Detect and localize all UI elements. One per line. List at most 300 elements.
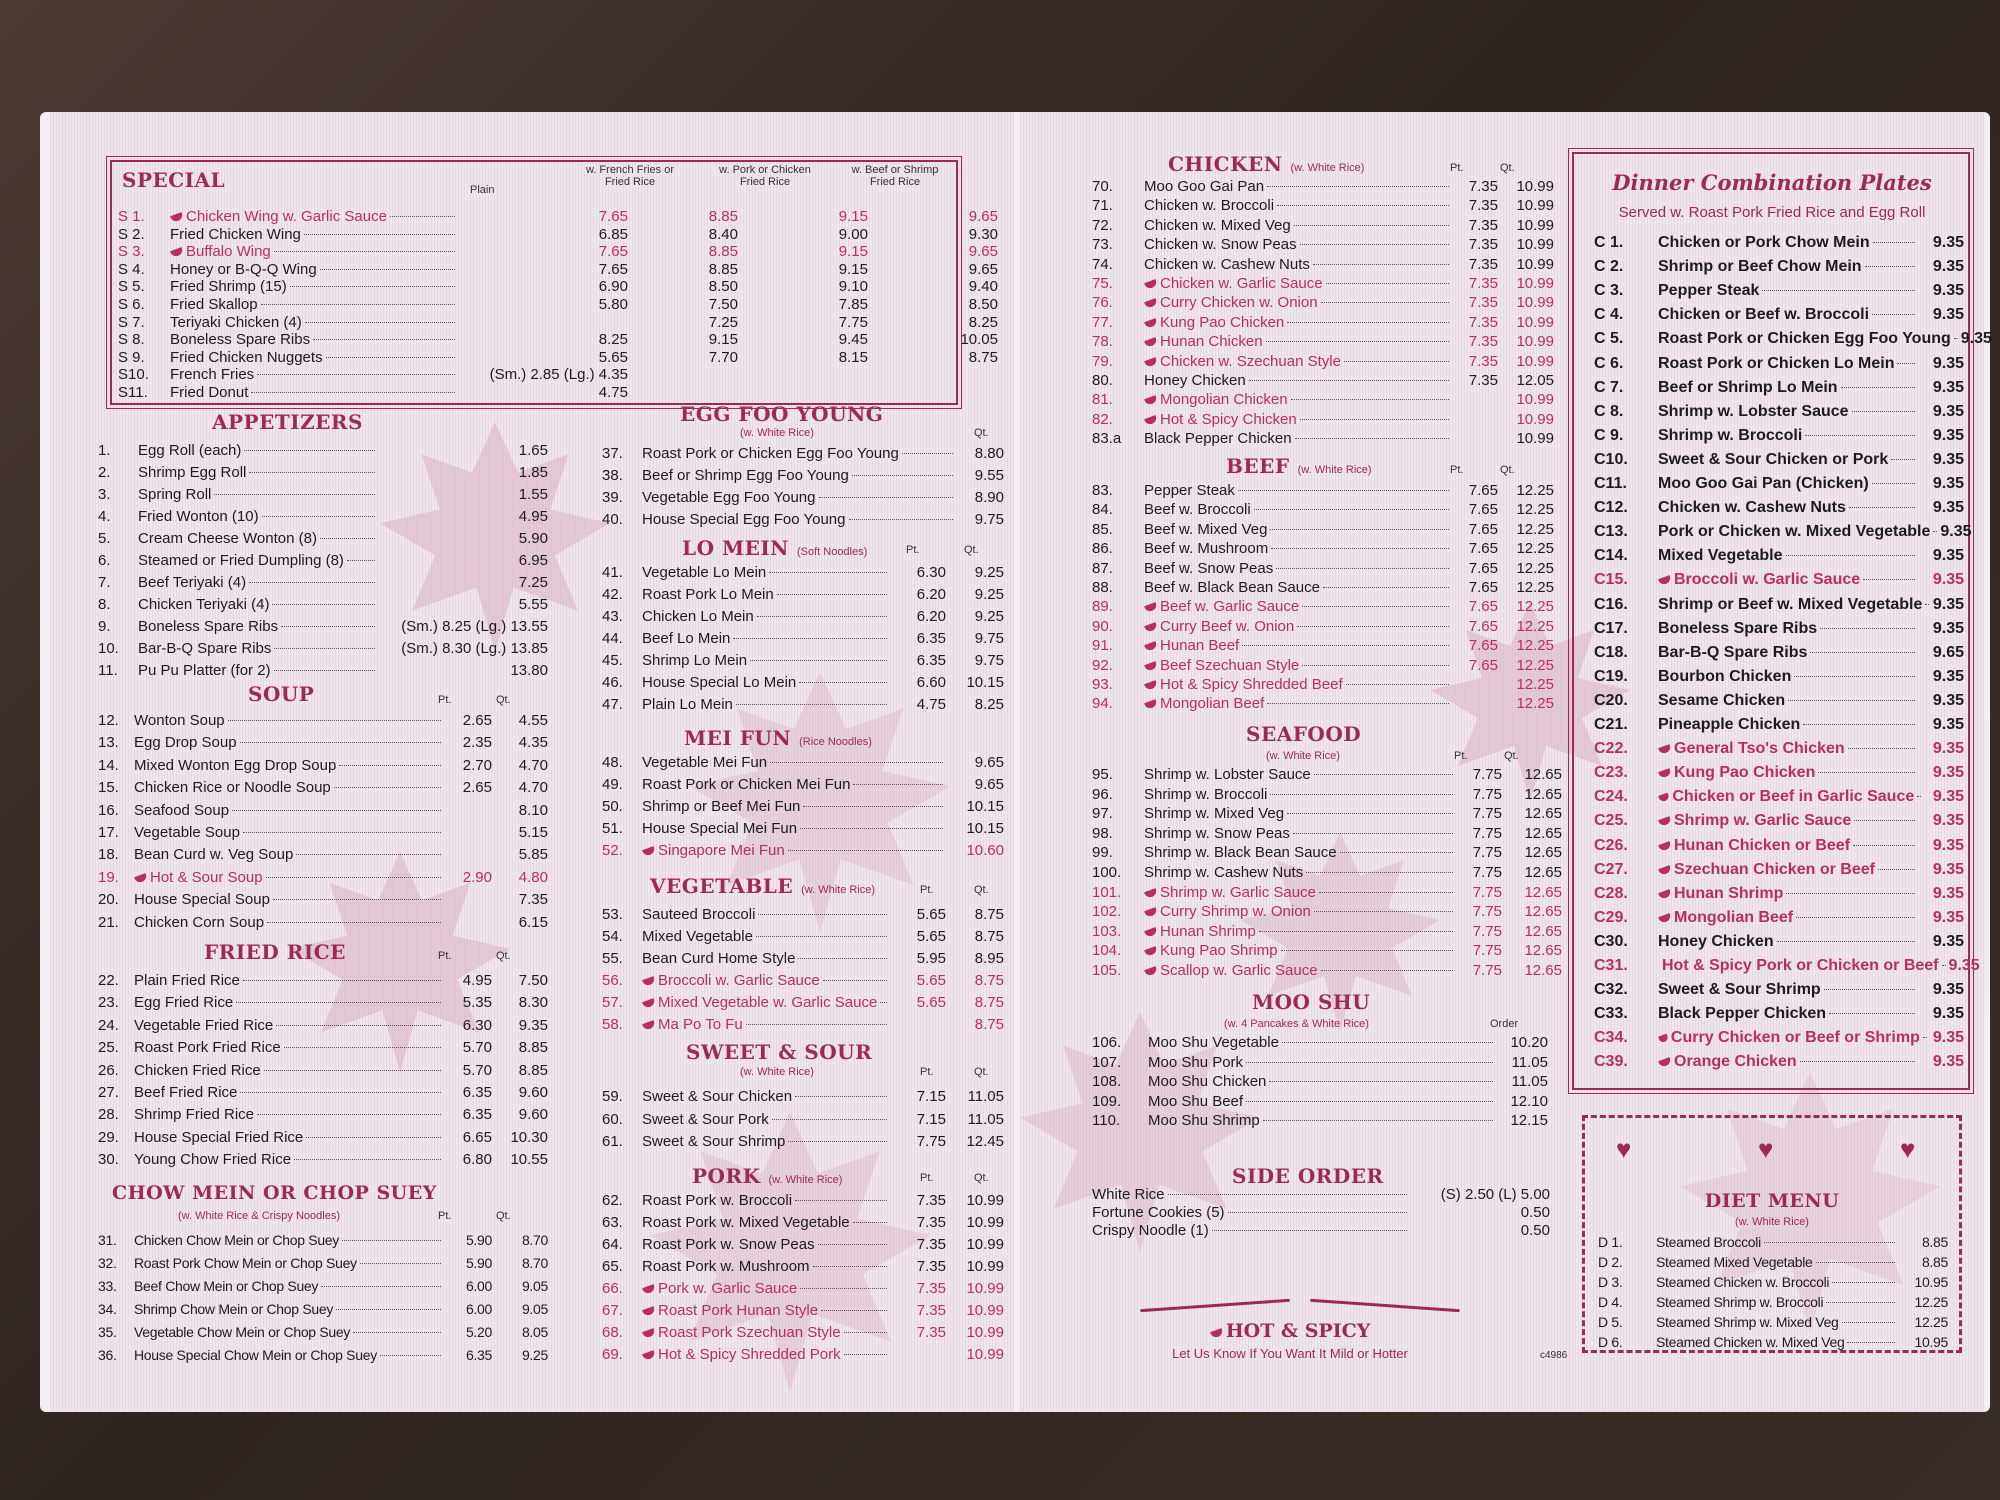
chicken-qt-header: Qt. xyxy=(1500,162,1515,174)
item-number: 56. xyxy=(602,972,623,989)
item-price: 9.35 xyxy=(1932,475,1964,492)
item-number: S11. xyxy=(118,384,148,401)
item-name: Honey or B-Q-Q Wing xyxy=(170,260,317,278)
combination-item xyxy=(1594,933,1964,957)
item-price: 9.35 xyxy=(1948,957,1980,974)
item-name: Steamed Chicken w. Broccoli xyxy=(1656,1274,1830,1290)
item-price-qt: 12.25 xyxy=(1516,676,1554,693)
dot-leader xyxy=(1818,772,1915,773)
dot-leader xyxy=(232,810,441,811)
dot-leader xyxy=(803,806,943,807)
item-price-pt: 7.35 xyxy=(1468,255,1498,273)
item-name: Steamed Shrimp w. Broccoli xyxy=(1656,1294,1824,1310)
item-price-p2: 8.85 xyxy=(708,260,738,278)
item-number: 94. xyxy=(1092,695,1113,713)
item-number: 34. xyxy=(98,1301,117,1317)
item-price-pt: 7.75 xyxy=(1472,766,1502,783)
item-price-p3: 9.45 xyxy=(838,331,868,349)
dot-leader xyxy=(1295,438,1449,439)
item-name: Cream Cheese Wonton (8) xyxy=(138,530,317,547)
item-number: S 7. xyxy=(118,313,145,331)
item-number: C17. xyxy=(1594,619,1628,637)
lo-mein-subtitle: (Soft Noodles) xyxy=(796,546,868,558)
item-number: 5. xyxy=(98,530,111,547)
diet-menu-title: DIET MENU xyxy=(1704,1190,1840,1212)
item-number: 103. xyxy=(1092,922,1122,940)
hot-pepper-icon xyxy=(642,998,656,1009)
menu-right-page xyxy=(1020,112,1992,1412)
item-name: Black Pepper Chicken xyxy=(1144,430,1292,448)
item-price-qt: 4.80 xyxy=(518,868,548,886)
item-name: Shrimp w. Cashew Nuts xyxy=(1144,864,1304,881)
item-price-p3: 9.15 xyxy=(838,260,868,278)
item-name: Roast Pork Lo Mein xyxy=(642,586,774,603)
item-name: House Special Lo Mein xyxy=(642,674,797,691)
seafood-item xyxy=(1092,825,1562,846)
dot-leader xyxy=(1891,459,1915,460)
vegetable-item xyxy=(602,906,1004,927)
soup-item xyxy=(98,712,548,733)
dot-leader xyxy=(1872,483,1915,484)
special-col-beef: w. Beef or Shrimp Fried Rice xyxy=(851,164,939,188)
combination-item xyxy=(1594,812,1964,836)
item-name: Shrimp or Beef Mei Fun xyxy=(642,798,801,815)
dot-leader xyxy=(1314,774,1453,775)
item-name: Roast Pork w. Mushroom xyxy=(642,1258,810,1275)
item-number: C16. xyxy=(1594,595,1628,613)
item-price-qt: 10.99 xyxy=(966,1346,1004,1363)
item-name: Sweet & Sour Shrimp xyxy=(642,1133,786,1150)
fried-rice-title: FRIED RICE xyxy=(204,940,346,964)
heart-figure-icon: ♥ xyxy=(1900,1134,1916,1164)
item-price-p3: 9.15 xyxy=(838,243,868,261)
item-name: Fried Skallop xyxy=(170,296,258,313)
dot-leader xyxy=(257,374,455,375)
item-number: 86. xyxy=(1092,540,1113,558)
item-name: Roast Pork w. Broccoli xyxy=(642,1192,793,1209)
item-number: 81. xyxy=(1092,391,1113,409)
item-name: Ma Po To Fu xyxy=(658,1016,743,1033)
hot-pepper-icon xyxy=(1144,299,1158,310)
item-number: 37. xyxy=(602,445,623,462)
item-number: C 1. xyxy=(1594,234,1624,251)
item-price-qt: 8.75 xyxy=(974,994,1004,1011)
dot-leader xyxy=(353,1332,441,1333)
item-price-qt: 8.70 xyxy=(521,1232,548,1248)
item-price-price: 12.25 xyxy=(1914,1314,1948,1330)
menu-left-page xyxy=(50,112,1014,1412)
vegetable-item xyxy=(602,1016,1004,1037)
item-number: 102. xyxy=(1092,903,1122,921)
item-name: Sauteed Broccoli xyxy=(642,906,756,923)
dot-leader xyxy=(336,1309,441,1310)
dot-leader xyxy=(1805,435,1915,436)
item-price: 9.35 xyxy=(1932,1005,1964,1023)
combination-item xyxy=(1594,861,1964,885)
dot-leader xyxy=(733,638,887,639)
dot-leader xyxy=(1762,290,1915,291)
dot-leader xyxy=(800,1288,887,1289)
dot-leader xyxy=(799,682,887,683)
item-price-qt: 12.25 xyxy=(1516,656,1554,674)
moo-shu-item xyxy=(1092,1073,1548,1094)
dot-leader xyxy=(1266,341,1449,342)
dot-leader xyxy=(819,497,954,498)
item-name: Vegetable Soup xyxy=(134,824,240,841)
item-number: 66. xyxy=(602,1280,623,1297)
item-name: Pork or Chicken w. Mixed Vegetable xyxy=(1658,523,1931,541)
seafood-item xyxy=(1092,923,1562,944)
lo-mein-heading xyxy=(682,536,867,560)
vegetable-subtitle: (w. White Rice) xyxy=(801,884,876,896)
diet-item xyxy=(1598,1274,1948,1295)
item-price-pt: 6.35 xyxy=(462,1106,492,1124)
dot-leader xyxy=(1925,604,1929,605)
vegetable-item xyxy=(602,928,1004,949)
seafood-item xyxy=(1092,864,1562,885)
item-price-qt: 9.35 xyxy=(518,1016,548,1034)
dot-leader xyxy=(795,1096,887,1097)
item-name: Shrimp Egg Roll xyxy=(138,464,247,481)
item-name: Chicken or Pork Chow Mein xyxy=(1658,234,1870,251)
pork-subtitle: (w. White Rice) xyxy=(768,1174,843,1186)
item-number: 63. xyxy=(602,1214,623,1231)
item-name: Pepper Steak xyxy=(1144,482,1235,499)
item-name: Pineapple Chicken xyxy=(1658,716,1801,733)
item-price-price: 9.65 xyxy=(974,776,1004,793)
item-price-p3: 7.75 xyxy=(838,313,868,331)
item-price-qt: 9.60 xyxy=(518,1106,548,1124)
lo-mein-item xyxy=(602,652,1004,673)
combination-item xyxy=(1594,355,1964,379)
dot-leader xyxy=(795,1200,887,1201)
item-name: Fried Chicken Wing xyxy=(170,225,301,243)
item-name: Sweet & Sour Pork xyxy=(642,1110,769,1128)
item-price-qt: 12.25 xyxy=(1516,482,1554,499)
item-name: Beef w. Black Bean Sauce xyxy=(1144,579,1320,596)
item-number: C24. xyxy=(1594,788,1628,806)
hot-pepper-icon xyxy=(1658,817,1672,828)
item-name: Boneless Spare Ribs xyxy=(1658,619,1818,637)
item-price-qt: 8.05 xyxy=(521,1324,548,1340)
dot-leader xyxy=(274,670,375,671)
item-number: C39. xyxy=(1594,1053,1628,1071)
item-number: 51. xyxy=(602,820,623,837)
item-price-pt: 7.75 xyxy=(1472,922,1502,940)
item-price-pt: 7.75 xyxy=(1472,864,1502,881)
item-name: Steamed or Fried Dumpling (8) xyxy=(138,552,344,569)
item-name: Hunan Chicken or Beef xyxy=(1674,836,1851,854)
dot-leader xyxy=(262,516,375,517)
fried-rice-item xyxy=(98,1129,548,1150)
item-name: Roast Pork Szechuan Style xyxy=(658,1324,841,1341)
item-price-pt: 6.80 xyxy=(462,1151,492,1169)
item-number: C23. xyxy=(1594,764,1628,782)
item-name: Beef Teriyaki (4) xyxy=(138,574,247,591)
item-number: C15. xyxy=(1594,571,1628,589)
combination-item xyxy=(1594,306,1964,330)
item-name: Sweet & Sour Chicken xyxy=(642,1088,793,1105)
diet-item xyxy=(1598,1314,1948,1335)
item-price-pt: 5.65 xyxy=(916,972,946,989)
chow-mein-title: CHOW MEIN OR CHOP SUEY xyxy=(112,1182,437,1204)
item-price-qt: 10.99 xyxy=(1516,236,1554,254)
item-price: 9.35 xyxy=(1932,402,1964,420)
combination-subtitle: Served w. Roast Pork Fried Rice and Egg Roll xyxy=(1618,204,1926,221)
item-price-pt: 2.65 xyxy=(462,779,492,797)
item-number: 62. xyxy=(602,1192,623,1209)
beef-item xyxy=(1092,521,1554,542)
hot-pepper-icon xyxy=(642,976,656,987)
dot-leader xyxy=(320,269,455,270)
dot-leader xyxy=(320,538,375,539)
item-price: 9.35 xyxy=(1932,499,1964,517)
dot-leader xyxy=(1794,676,1915,677)
pork-item xyxy=(602,1258,1004,1279)
dot-leader xyxy=(823,980,887,981)
dot-leader xyxy=(240,1092,441,1093)
item-name: Kung Pao Chicken xyxy=(1160,313,1285,331)
item-number: 49. xyxy=(602,776,623,793)
item-price-p1: 7.65 xyxy=(598,243,628,261)
dot-leader xyxy=(1863,579,1915,580)
combination-item xyxy=(1594,909,1964,933)
dot-leader xyxy=(1168,1194,1407,1195)
item-price-pt: 7.35 xyxy=(916,1302,946,1319)
combination-item xyxy=(1594,1005,1964,1029)
hot-pepper-icon xyxy=(1658,1034,1669,1044)
item-name: Orange Chicken xyxy=(1674,1053,1797,1071)
dot-leader xyxy=(1777,941,1915,942)
item-number: D 2. xyxy=(1598,1254,1623,1270)
item-price-pt: 7.35 xyxy=(916,1258,946,1275)
dot-leader xyxy=(1872,314,1915,315)
hot-pepper-icon xyxy=(1658,576,1672,587)
item-price-pt: 2.70 xyxy=(462,756,492,774)
item-price-price: 7.25 xyxy=(518,574,548,591)
moo-shu-title: MOO SHU xyxy=(1252,990,1371,1014)
fried-rice-item xyxy=(98,1039,548,1060)
item-price-pt: 7.35 xyxy=(916,1236,946,1253)
item-price-price: 9.55 xyxy=(974,467,1004,484)
dot-leader xyxy=(1314,911,1453,912)
dot-leader xyxy=(772,1119,887,1120)
item-price-pt: 7.75 xyxy=(916,1133,946,1150)
item-price-pt: 7.35 xyxy=(1468,313,1498,331)
item-price-price: (Sm.) 8.30 (Lg.) 13.85 xyxy=(401,640,548,657)
item-price-p1: 8.25 xyxy=(598,331,628,349)
item-name: Vegetable Lo Mein xyxy=(642,564,767,581)
item-number: C 8. xyxy=(1594,402,1624,420)
special-col-pork: w. Pork or Chicken Fried Rice xyxy=(719,164,811,188)
seafood-item xyxy=(1092,786,1562,807)
dot-leader xyxy=(1786,893,1915,894)
item-number: 29. xyxy=(98,1128,119,1146)
item-number: 39. xyxy=(602,489,623,506)
item-name: House Special Chow Mein or Chop Suey xyxy=(134,1347,377,1363)
dot-leader xyxy=(821,1310,887,1311)
item-price: 9.35 xyxy=(1932,1029,1964,1047)
item-price-p4: 9.30 xyxy=(968,225,998,243)
combination-item xyxy=(1594,258,1964,282)
item-name: Plain Lo Mein xyxy=(642,696,733,713)
pork-heading xyxy=(692,1164,842,1188)
egg-foo-young-item xyxy=(602,445,1004,466)
mei-fun-heading xyxy=(684,726,872,750)
item-price-qt: 9.75 xyxy=(974,630,1004,647)
item-price-pt: 7.75 xyxy=(1472,962,1502,979)
item-number: 89. xyxy=(1092,598,1113,616)
item-name: Wonton Soup xyxy=(134,712,225,729)
combination-item xyxy=(1594,981,1964,1005)
dot-leader xyxy=(1933,531,1937,532)
chow-mein-subtitle: (w. White Rice & Crispy Noodles) xyxy=(178,1210,340,1222)
item-name: Beef Szechuan Style xyxy=(1160,656,1300,674)
item-name: Szechuan Chicken or Beef xyxy=(1674,860,1875,878)
appetizer-item xyxy=(98,640,548,661)
item-price-price: 0.50 xyxy=(1520,1204,1550,1221)
soup-pt-header: Pt. xyxy=(438,694,452,706)
dot-leader xyxy=(1764,1242,1895,1243)
hot-pepper-icon xyxy=(1144,622,1158,633)
item-price-pt: 7.35 xyxy=(1468,372,1498,389)
item-price-qt: 10.99 xyxy=(1516,333,1554,351)
item-number: 27. xyxy=(98,1084,119,1101)
beef-item xyxy=(1092,618,1554,639)
item-name: Mixed Vegetable w. Garlic Sauce xyxy=(658,994,878,1011)
item-number: C32. xyxy=(1594,981,1628,999)
lo-mein-item xyxy=(602,696,1004,717)
beef-item xyxy=(1092,560,1554,581)
beef-item xyxy=(1092,676,1554,697)
item-price-pt: 7.35 xyxy=(1468,216,1498,234)
item-price: 9.35 xyxy=(1932,691,1964,709)
item-price: 9.35 xyxy=(1932,860,1964,878)
item-name: Mixed Wonton Egg Drop Soup xyxy=(134,756,337,774)
dot-leader xyxy=(1897,363,1915,364)
item-number: 35. xyxy=(98,1324,117,1340)
item-price-p2: 8.85 xyxy=(708,208,738,225)
item-price-p1: 6.85 xyxy=(598,225,628,243)
item-price-qt: 12.25 xyxy=(1516,520,1554,538)
item-price: 9.35 xyxy=(1932,981,1964,999)
diet-item xyxy=(1598,1294,1948,1315)
item-number: S10. xyxy=(118,366,149,384)
item-name: White Rice xyxy=(1092,1186,1165,1203)
item-number: C31. xyxy=(1594,957,1628,974)
item-number: C 6. xyxy=(1594,354,1624,372)
hot-pepper-icon xyxy=(642,1306,656,1317)
item-name: Moo Shu Beef xyxy=(1148,1092,1244,1110)
item-price: 9.35 xyxy=(1932,450,1964,468)
item-price-qt: 10.99 xyxy=(1516,255,1554,273)
dot-leader xyxy=(798,958,887,959)
item-name: Chicken Lo Mein xyxy=(642,608,754,625)
item-number: C25. xyxy=(1594,812,1628,830)
chicken-title: CHICKEN xyxy=(1168,152,1283,176)
item-price-qt: 11.05 xyxy=(967,1110,1004,1128)
item-number: C 7. xyxy=(1594,378,1624,396)
combination-item xyxy=(1594,403,1964,427)
item-price-price: 9.75 xyxy=(974,511,1004,528)
hot-pepper-icon xyxy=(1144,927,1158,938)
item-name: French Fries xyxy=(170,366,255,384)
item-price-p4: 8.25 xyxy=(968,313,998,331)
chicken-item xyxy=(1092,372,1554,393)
item-number: 6. xyxy=(98,552,111,569)
chow-mein-qt-header: Qt. xyxy=(496,1210,511,1222)
item-price: 9.35 xyxy=(1932,812,1964,830)
item-price-price: 12.15 xyxy=(1510,1112,1548,1130)
dot-leader xyxy=(844,1354,887,1355)
item-price-price: 10.95 xyxy=(1914,1274,1948,1290)
item-price-pt: 7.75 xyxy=(1472,785,1502,803)
item-name: Buffalo Wing xyxy=(186,243,271,261)
chow-mein-pt-header: Pt. xyxy=(438,1210,452,1222)
dot-leader xyxy=(313,339,455,340)
item-name: Bean Curd w. Veg Soup xyxy=(134,846,294,864)
combination-item xyxy=(1594,740,1964,764)
dot-leader xyxy=(236,1002,441,1003)
dot-leader xyxy=(276,1025,441,1026)
item-name: Shrimp Lo Mein xyxy=(642,652,748,669)
item-price-qt: 10.30 xyxy=(510,1128,548,1146)
item-price-p2: 8.40 xyxy=(708,225,738,243)
hot-pepper-icon xyxy=(1658,865,1672,876)
dot-leader xyxy=(1300,244,1449,245)
dot-leader xyxy=(281,626,375,627)
item-price-pt: 6.65 xyxy=(462,1128,492,1146)
item-price-pt: 7.35 xyxy=(916,1280,946,1297)
item-number: 83.a xyxy=(1092,430,1122,448)
item-number: 21. xyxy=(98,913,119,931)
item-name: Hot & Sour Soup xyxy=(150,868,263,886)
dot-leader xyxy=(1800,1061,1915,1062)
item-name: Roast Pork w. Mixed Vegetable xyxy=(642,1214,850,1231)
item-number: C13. xyxy=(1594,523,1628,541)
dot-leader xyxy=(1923,1037,1927,1038)
item-name: Curry Shrimp w. Onion xyxy=(1160,903,1311,921)
dot-leader xyxy=(257,1114,441,1115)
lo-mein-pt-header: Pt. xyxy=(906,544,920,556)
lo-mein-item xyxy=(602,674,1004,695)
dot-leader xyxy=(240,742,441,743)
combination-item xyxy=(1594,451,1964,475)
item-price: 9.35 xyxy=(1932,547,1964,565)
side-order-item xyxy=(1092,1222,1550,1243)
item-price-qt: 5.15 xyxy=(518,824,548,841)
item-number: C30. xyxy=(1594,932,1628,950)
item-price-qt: 12.25 xyxy=(1516,598,1554,616)
item-price: 9.35 xyxy=(1932,884,1964,902)
seafood-subtitle: (w. White Rice) xyxy=(1266,750,1340,762)
hot-pepper-icon xyxy=(1144,337,1158,348)
item-number: 40. xyxy=(602,511,623,528)
hot-pepper-icon xyxy=(134,873,148,884)
pork-item xyxy=(602,1214,1004,1235)
item-number: C14. xyxy=(1594,547,1628,565)
item-price-price: 10.20 xyxy=(1510,1034,1548,1051)
item-number: 75. xyxy=(1092,275,1113,292)
dot-leader xyxy=(1321,970,1453,971)
item-number: 1. xyxy=(98,442,111,459)
diet-item xyxy=(1598,1334,1948,1355)
item-price-pt: 2.65 xyxy=(462,712,492,729)
item-name: House Special Fried Rice xyxy=(134,1128,304,1146)
item-name: General Tso's Chicken xyxy=(1674,740,1845,758)
item-price-qt: 7.50 xyxy=(518,972,548,989)
dot-leader xyxy=(1287,813,1453,814)
